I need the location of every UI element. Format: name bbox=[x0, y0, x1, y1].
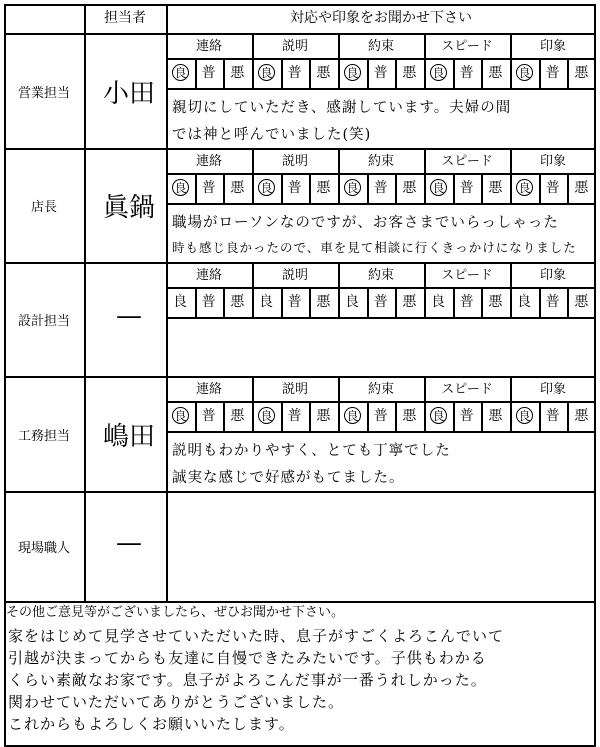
category-label: 印象 bbox=[539, 39, 566, 54]
rating-option: 普 bbox=[545, 65, 560, 81]
rating-option: 普 bbox=[201, 180, 216, 196]
rating-option: 普 bbox=[459, 180, 474, 196]
row-role-label: 店長 bbox=[30, 200, 57, 215]
rating-option-selected: 良 bbox=[344, 64, 361, 81]
row-staff-name: 嶋田 bbox=[102, 421, 155, 452]
rating-option: 悪 bbox=[316, 408, 331, 424]
category-label: 印象 bbox=[539, 154, 566, 169]
row-staff-name: 眞鍋 bbox=[102, 193, 155, 223]
category-label: スピード bbox=[441, 39, 493, 54]
row-staff-name: — bbox=[116, 528, 142, 558]
row-separator bbox=[4, 491, 596, 493]
handwritten-comment: これからもよろしくお願いいたします。 bbox=[8, 715, 295, 733]
category-divider bbox=[510, 33, 512, 88]
rating-option: 悪 bbox=[488, 65, 503, 81]
rating-option: 普 bbox=[373, 180, 388, 196]
rating-option: 悪 bbox=[230, 294, 245, 310]
rating-option: 悪 bbox=[574, 180, 589, 196]
rating-option: 悪 bbox=[402, 65, 417, 81]
category-divider bbox=[424, 33, 426, 88]
handwritten-comment: 時も感じ良かったので、車を見て相談に行くきっかけになりました bbox=[172, 240, 577, 255]
category-divider bbox=[424, 148, 426, 203]
rating-option: 普 bbox=[545, 294, 560, 310]
rating-option-selected: 良 bbox=[430, 179, 447, 196]
rating-option-selected: 良 bbox=[172, 64, 189, 81]
rating-option: 普 bbox=[287, 294, 302, 310]
rating-option: 良 bbox=[345, 294, 359, 310]
handwritten-comment: 職場がローソンなのですが、お客さまでいらっしゃった bbox=[172, 215, 559, 231]
category-divider bbox=[252, 148, 254, 203]
handwritten-comment: くらい素敵なお家です。息子がよろこんだ事が一番うれしかった。 bbox=[8, 671, 487, 689]
outer-top-border bbox=[4, 4, 596, 6]
rating-separator bbox=[166, 88, 596, 90]
category-label: 説明 bbox=[281, 268, 308, 283]
category-label: 印象 bbox=[539, 268, 566, 283]
rating-option-selected: 良 bbox=[344, 407, 361, 424]
rating-option: 普 bbox=[373, 408, 388, 424]
category-divider bbox=[338, 376, 340, 431]
category-separator bbox=[166, 173, 596, 175]
rating-option-selected: 良 bbox=[344, 179, 361, 196]
rating-option: 悪 bbox=[488, 180, 503, 196]
rating-option: 普 bbox=[545, 180, 560, 196]
category-divider bbox=[424, 376, 426, 431]
rating-option-selected: 良 bbox=[172, 407, 189, 424]
rating-option: 悪 bbox=[316, 65, 331, 81]
rating-option: 良 bbox=[259, 294, 273, 310]
category-label: 約束 bbox=[367, 154, 394, 169]
rating-option: 良 bbox=[173, 294, 187, 310]
rating-option-selected: 良 bbox=[172, 179, 189, 196]
rating-option: 悪 bbox=[402, 408, 417, 424]
rating-option: 普 bbox=[201, 65, 216, 81]
rating-option: 普 bbox=[459, 65, 474, 81]
rating-option: 普 bbox=[545, 408, 560, 424]
row-role-label: 設計担当 bbox=[17, 314, 70, 329]
category-label: 説明 bbox=[281, 39, 308, 54]
row-role-label: 営業担当 bbox=[17, 85, 70, 101]
handwritten-comment: 関わせていただいてありがとうございました。 bbox=[8, 693, 345, 711]
category-label: 連絡 bbox=[195, 382, 222, 397]
rating-option-selected: 良 bbox=[516, 407, 533, 424]
category-separator bbox=[166, 58, 596, 60]
role-column-border bbox=[84, 4, 86, 601]
category-label: 連絡 bbox=[195, 268, 222, 283]
other-comments-title: その他ご意見等がございましたら、ぜひお聞かせ下さい。 bbox=[6, 605, 345, 620]
rating-option: 普 bbox=[287, 408, 302, 424]
rating-option-selected: 良 bbox=[516, 64, 533, 81]
rating-option: 悪 bbox=[402, 294, 417, 310]
rating-option: 悪 bbox=[230, 65, 245, 81]
category-divider bbox=[338, 33, 340, 88]
rating-option: 普 bbox=[459, 294, 474, 310]
rating-separator bbox=[166, 203, 596, 205]
category-divider bbox=[252, 376, 254, 431]
category-label: 印象 bbox=[539, 382, 566, 397]
category-divider bbox=[252, 33, 254, 88]
rating-separator bbox=[166, 431, 596, 433]
rating-option: 普 bbox=[373, 65, 388, 81]
category-label: 約束 bbox=[367, 39, 394, 54]
row-staff-name: 小田 bbox=[102, 78, 155, 109]
rating-option: 普 bbox=[287, 65, 302, 81]
rating-option: 普 bbox=[201, 294, 216, 310]
handwritten-comment: 誠実な感じで好感がもてました。 bbox=[172, 470, 405, 486]
rating-option: 悪 bbox=[488, 408, 503, 424]
category-separator bbox=[166, 287, 596, 289]
rating-option: 普 bbox=[201, 408, 216, 424]
rating-option: 良 bbox=[517, 294, 531, 310]
rating-option-selected: 良 bbox=[430, 64, 447, 81]
rating-option: 普 bbox=[459, 408, 474, 424]
category-label: 説明 bbox=[281, 382, 308, 397]
category-label: 約束 bbox=[367, 382, 394, 397]
comments-column-header: 対応や印象をお聞かせ下さい bbox=[290, 10, 472, 26]
rating-option: 悪 bbox=[574, 65, 589, 81]
category-label: スピード bbox=[441, 268, 493, 283]
handwritten-comment: 引越が決まってからも友達に自慢できたみたいです。子供もわかる bbox=[8, 649, 487, 667]
rating-option-selected: 良 bbox=[430, 407, 447, 424]
rating-option: 悪 bbox=[316, 180, 331, 196]
handwritten-comment: では神と呼んでいました(笑) bbox=[172, 127, 372, 143]
row-separator bbox=[4, 376, 596, 378]
handwritten-comment: 説明もわかりやすく、とても丁寧でした bbox=[172, 443, 451, 459]
rating-option: 悪 bbox=[574, 408, 589, 424]
row-role-label: 現場職人 bbox=[17, 541, 70, 556]
rating-option-selected: 良 bbox=[258, 179, 275, 196]
rating-option-selected: 良 bbox=[258, 64, 275, 81]
row-role-label: 工務担当 bbox=[17, 428, 70, 444]
category-label: 約束 bbox=[367, 268, 394, 283]
row-staff-name: — bbox=[116, 301, 142, 331]
handwritten-comment: 親切にしていただき、感謝しています。夫婦の間 bbox=[172, 100, 512, 116]
handwritten-comment: 家をはじめて見学させていただいた時、息子がすごくよろこんでいて bbox=[8, 627, 505, 645]
rating-option: 普 bbox=[373, 294, 388, 310]
category-label: 説明 bbox=[281, 154, 308, 169]
rating-option: 悪 bbox=[316, 294, 331, 310]
rating-option-selected: 良 bbox=[516, 179, 533, 196]
rating-separator bbox=[166, 317, 596, 319]
header-bottom-border bbox=[4, 33, 596, 35]
category-label: 連絡 bbox=[195, 39, 222, 54]
category-divider bbox=[510, 148, 512, 203]
rating-option: 普 bbox=[287, 180, 302, 196]
category-label: 連絡 bbox=[195, 154, 222, 169]
category-label: スピード bbox=[441, 154, 493, 169]
row-separator bbox=[4, 262, 596, 264]
rating-option: 悪 bbox=[574, 294, 589, 310]
category-divider bbox=[510, 376, 512, 431]
rating-option-selected: 良 bbox=[258, 407, 275, 424]
rating-option: 悪 bbox=[402, 180, 417, 196]
category-label: スピード bbox=[441, 382, 493, 397]
row-separator bbox=[4, 148, 596, 150]
rating-option: 悪 bbox=[488, 294, 503, 310]
rating-option: 良 bbox=[431, 294, 445, 310]
rating-option: 悪 bbox=[230, 408, 245, 424]
rating-option: 悪 bbox=[230, 180, 245, 196]
category-divider bbox=[338, 148, 340, 203]
staff-column-header: 担当者 bbox=[104, 10, 146, 26]
category-separator bbox=[166, 401, 596, 403]
